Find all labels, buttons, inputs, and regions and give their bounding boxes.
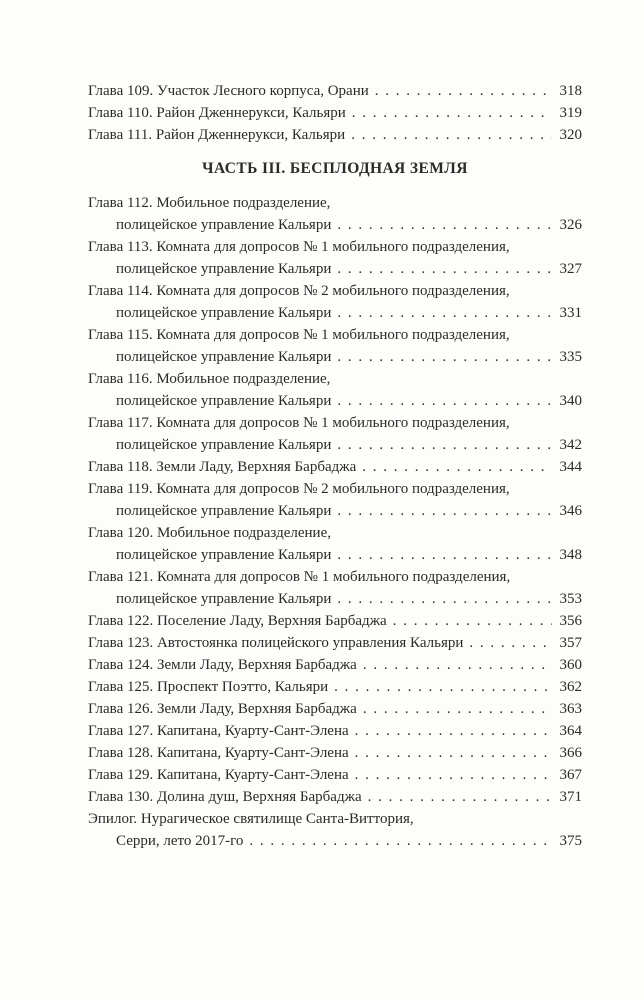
toc-entry — [88, 478, 582, 522]
dot-leader — [368, 786, 552, 808]
toc-entry — [88, 808, 582, 852]
toc-entry-title: Глава 116. Мобильное подразделение, — [88, 371, 331, 387]
toc-entry — [88, 80, 582, 102]
page-number: 348 — [559, 547, 582, 563]
toc-entry-line-continuation — [88, 500, 582, 522]
toc-entry-title: Глава 125. Проспект Поэтто, Кальяри — [88, 679, 329, 695]
toc-section-main — [88, 192, 582, 852]
toc-entry-title: Глава 110. Район Дженнерукси, Кальяри — [88, 105, 346, 121]
toc-entry-line — [88, 742, 582, 764]
toc-entry-title: Глава 128. Капитана, Куарту-Сант-Элена — [88, 745, 349, 761]
toc-entry-line — [88, 124, 582, 146]
toc-entry-title: Глава 115. Комната для допросов № 1 мобильного подразделения, — [88, 327, 510, 343]
toc-entry-line — [88, 368, 582, 390]
toc-entry-title: Глава 119. Комната для допросов № 2 мобильного подразделения, — [88, 481, 510, 497]
toc-entry-title: Глава 112. Мобильное подразделение, — [88, 195, 331, 211]
toc-entry — [88, 610, 582, 632]
toc-entry-line — [88, 720, 582, 742]
toc-entry-title: Глава 120. Мобильное подразделение, — [88, 525, 331, 541]
toc-entry-line — [88, 654, 582, 676]
toc-entry — [88, 522, 582, 566]
toc-entry-line-continuation — [88, 830, 582, 852]
toc-entry-line-continuation — [88, 544, 582, 566]
toc-entry-line — [88, 102, 582, 124]
toc-entry-line — [88, 786, 582, 808]
toc-entry — [88, 124, 582, 146]
page-number: 335 — [559, 349, 582, 365]
toc-entry-title: Глава 109. Участок Лесного корпуса, Орани — [88, 83, 369, 99]
toc-entry-title: Серри, лето 2017-го — [116, 833, 244, 849]
toc-entry-line — [88, 478, 582, 500]
toc-entry — [88, 566, 582, 610]
toc-entry — [88, 102, 582, 124]
dot-leader — [363, 698, 552, 720]
page-number: 320 — [559, 127, 582, 143]
toc-entry — [88, 324, 582, 368]
dot-leader — [362, 456, 552, 478]
toc-entry-line-continuation — [88, 346, 582, 368]
page-number: 344 — [559, 459, 582, 475]
page-number: 319 — [559, 105, 582, 121]
toc-entry — [88, 676, 582, 698]
toc-entry-line — [88, 610, 582, 632]
toc-entry-title: Глава 124. Земли Ладу, Верхняя Барбаджа — [88, 657, 357, 673]
dot-leader — [337, 346, 552, 368]
toc-entry — [88, 192, 582, 236]
toc-entry — [88, 456, 582, 478]
toc-entry-line-continuation — [88, 258, 582, 280]
toc-entry-title: Глава 114. Комната для допросов № 2 мобильного подразделения, — [88, 283, 510, 299]
toc-entry-line — [88, 412, 582, 434]
toc-entry-title: Глава 111. Район Дженнерукси, Кальяри — [88, 127, 346, 143]
toc-entry-line — [88, 324, 582, 346]
toc-entry-title: полицейское управление Кальяри — [116, 393, 332, 409]
toc-entry-title: полицейское управление Кальяри — [116, 591, 332, 607]
toc-entry-line — [88, 522, 582, 544]
page-number: 363 — [559, 701, 582, 717]
toc-entry-title: полицейское управление Кальяри — [116, 547, 332, 563]
dot-leader — [249, 830, 552, 852]
toc-entry — [88, 720, 582, 742]
page-number: 342 — [559, 437, 582, 453]
toc-entry — [88, 236, 582, 280]
toc-entry-title: Глава 123. Автостоянка полицейского управления Кальяри — [88, 635, 464, 651]
toc-entry-line-continuation — [88, 588, 582, 610]
dot-leader — [352, 102, 552, 124]
toc-entry — [88, 368, 582, 412]
toc-entry-line — [88, 456, 582, 478]
dot-leader — [337, 214, 552, 236]
page-number: 346 — [559, 503, 582, 519]
dot-leader — [355, 742, 552, 764]
page-number: 371 — [559, 789, 582, 805]
toc-entry-line-continuation — [88, 302, 582, 324]
page-number: 353 — [559, 591, 582, 607]
page-number: 357 — [559, 635, 582, 651]
toc-entry-title: полицейское управление Кальяри — [116, 503, 332, 519]
toc-entry-title: полицейское управление Кальяри — [116, 217, 332, 233]
part-heading: ЧАСТЬ III. БЕСПЛОДНАЯ ЗЕМЛЯ — [202, 160, 468, 177]
page-number: 366 — [559, 745, 582, 761]
toc-entry — [88, 742, 582, 764]
toc-entry-title: Глава 126. Земли Ладу, Верхняя Барбаджа — [88, 701, 357, 717]
toc-entry-title: Глава 121. Комната для допросов № 1 мобильного подразделения, — [88, 569, 511, 585]
page-number: 375 — [559, 833, 582, 849]
dot-leader — [375, 80, 552, 102]
page-number: 364 — [559, 723, 582, 739]
toc-entry-line — [88, 698, 582, 720]
dot-leader — [363, 654, 552, 676]
page-number: 327 — [559, 261, 582, 277]
toc-entry-line-continuation — [88, 390, 582, 412]
toc-entry-line — [88, 808, 582, 830]
toc-entry-title: полицейское управление Кальяри — [116, 305, 332, 321]
dot-leader — [337, 434, 552, 456]
toc-entry-title: Глава 113. Комната для допросов № 1 мобильного подразделения, — [88, 239, 510, 255]
dot-leader — [337, 258, 552, 280]
toc-entry-line — [88, 192, 582, 214]
dot-leader — [337, 500, 552, 522]
dot-leader — [351, 124, 552, 146]
toc-entry — [88, 280, 582, 324]
toc-entry-line — [88, 764, 582, 786]
toc-entry-title: Глава 130. Долина душ, Верхняя Барбаджа — [88, 789, 362, 805]
dot-leader — [337, 390, 552, 412]
toc-entry-title: Эпилог. Нурагическое святилище Санта-Виттория, — [88, 811, 414, 827]
toc-entry-title: Глава 122. Поселение Ладу, Верхняя Барбаджа — [88, 613, 387, 629]
toc-entry — [88, 632, 582, 654]
toc-section-top — [88, 80, 582, 146]
toc-entry-line-continuation — [88, 214, 582, 236]
toc-entry-line — [88, 236, 582, 258]
toc-entry-line — [88, 676, 582, 698]
toc-entry — [88, 412, 582, 456]
page-number: 367 — [559, 767, 582, 783]
dot-leader — [337, 588, 552, 610]
toc-entry — [88, 698, 582, 720]
dot-leader — [334, 676, 552, 698]
dot-leader — [355, 764, 552, 786]
page-number: 360 — [559, 657, 582, 673]
dot-leader — [337, 302, 552, 324]
toc-entry-title: полицейское управление Кальяри — [116, 437, 332, 453]
toc-entry-line — [88, 280, 582, 302]
page-number: 318 — [559, 83, 582, 99]
toc-entry-title: полицейское управление Кальяри — [116, 261, 332, 277]
toc-entry-title: Глава 127. Капитана, Куарту-Сант-Элена — [88, 723, 349, 739]
toc-entry — [88, 764, 582, 786]
toc-entry-title: Глава 129. Капитана, Куарту-Сант-Элена — [88, 767, 349, 783]
toc-entry — [88, 786, 582, 808]
dot-leader — [337, 544, 552, 566]
toc-entry-line — [88, 566, 582, 588]
toc-entry-title: Глава 118. Земли Ладу, Верхняя Барбаджа — [88, 459, 357, 475]
toc-entry — [88, 654, 582, 676]
toc-entry-title: Глава 117. Комната для допросов № 1 мобильного подразделения, — [88, 415, 510, 431]
dot-leader — [355, 720, 552, 742]
page-number: 340 — [559, 393, 582, 409]
toc-entry-line-continuation — [88, 434, 582, 456]
dot-leader — [469, 632, 552, 654]
page-number: 331 — [559, 305, 582, 321]
dot-leader — [393, 610, 552, 632]
toc-entry-line — [88, 632, 582, 654]
page-number: 356 — [559, 613, 582, 629]
toc-entry-line — [88, 80, 582, 102]
toc-entry-title: полицейское управление Кальяри — [116, 349, 332, 365]
page-number: 326 — [559, 217, 582, 233]
page-number: 362 — [559, 679, 582, 695]
